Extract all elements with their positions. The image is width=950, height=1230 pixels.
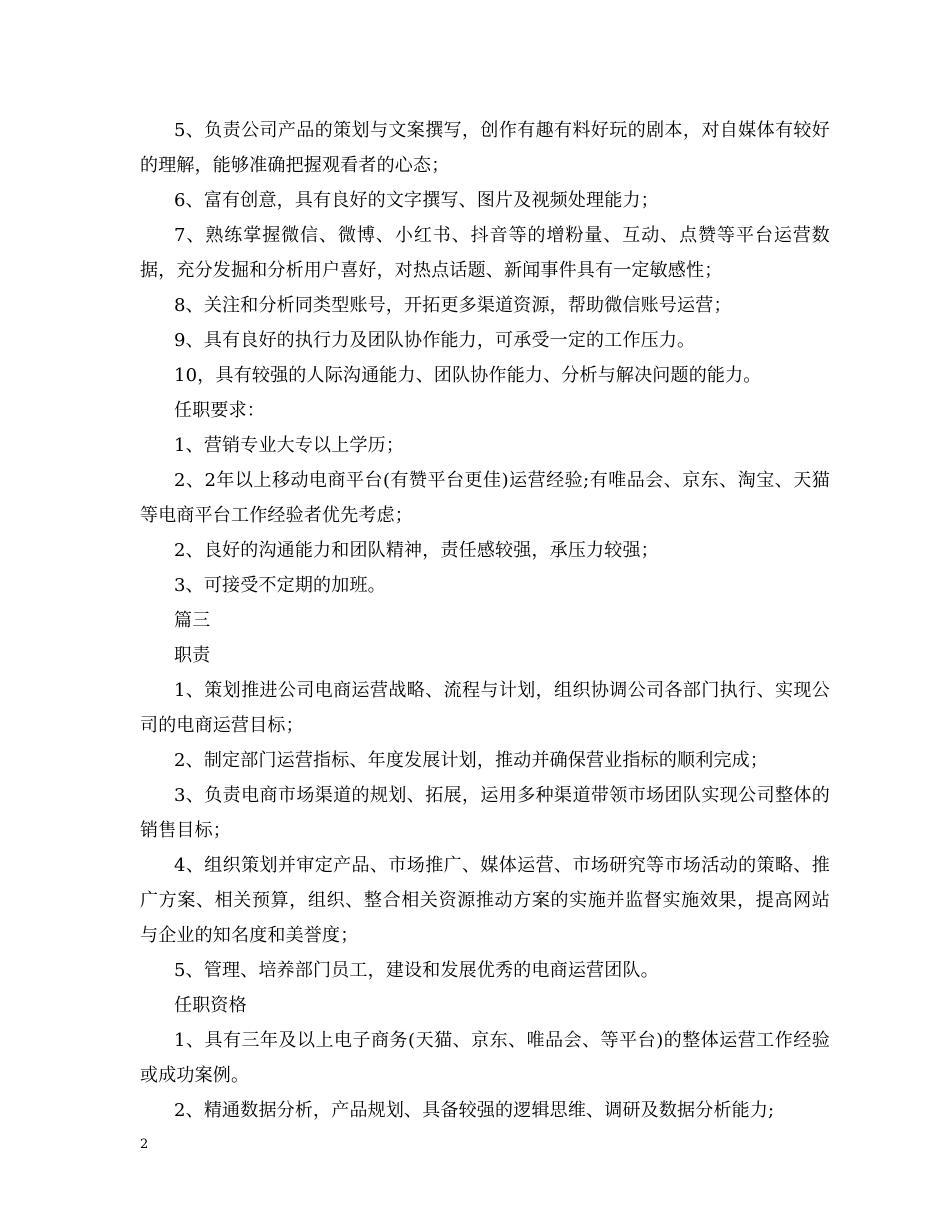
paragraph: 6、富有创意，具有良好的文字撰写、图片及视频处理能力； <box>174 190 659 211</box>
paragraph: 3、负责电商市场渠道的规划、拓展，运用多种渠道带领市场团队实现公司整体的销售目标； <box>140 785 830 841</box>
paragraph: 2、良好的沟通能力和团队精神，责任感较强，承压力较强； <box>174 540 659 561</box>
document-body <box>140 113 830 1128</box>
paragraph: 10，具有较强的人际沟通能力、团队协作能力、分析与解决问题的能力。 <box>174 365 762 386</box>
section-heading-part-three: 篇三 <box>174 610 211 631</box>
paragraph: 4、组织策划并审定产品、市场推广、媒体运营、市场研究等市场活动的策略、推广方案、相关预算，组织、整合相关资源推动方案的实施并监督实施效果，提高网站与企业的知名度和美誉度； <box>140 855 830 946</box>
paragraph: 1、策划推进公司电商运营战略、流程与计划，组织协调公司各部门执行、实现公司的电商运营目标； <box>140 680 830 736</box>
section-heading-requirements: 任职要求： <box>174 400 265 421</box>
paragraph: 8、关注和分析同类型账号，开拓更多渠道资源，帮助微信账号运营； <box>174 295 732 316</box>
paragraph: 7、熟练掌握微信、微博、小红书、抖音等的增粉量、互动、点赞等平台运营数据，充分发掘和分析用户喜好，对热点话题、新闻事件具有一定敏感性； <box>140 225 830 281</box>
paragraph: 1、具有三年及以上电子商务(天猫、京东、唯品会、等平台)的整体运营工作经验或成功案例。 <box>140 1030 830 1086</box>
paragraph: 9、具有良好的执行力及团队协作能力，可承受一定的工作压力。 <box>174 330 696 351</box>
paragraph: 5、负责公司产品的策划与文案撰写，创作有趣有料好玩的剧本，对自媒体有较好的理解，能够准确把握观看者的心态； <box>140 120 830 176</box>
paragraph: 1、营销专业大专以上学历； <box>174 435 405 456</box>
section-heading-qualifications: 任职资格 <box>174 995 247 1016</box>
paragraph: 5、管理、培养部门员工，建设和发展优秀的电商运营团队。 <box>174 960 659 981</box>
paragraph: 2、2年以上移动电商平台(有赞平台更佳)运营经验;有唯品会、京东、淘宝、天猫等电商平台工作经验者优先考虑； <box>140 470 830 526</box>
section-heading-duties: 职责 <box>174 645 211 666</box>
paragraph: 3、可接受不定期的加班。 <box>174 575 386 596</box>
paragraph: 2、制定部门运营指标、年度发展计划，推动并确保营业指标的顺利完成； <box>174 750 769 771</box>
page-number: 2 <box>140 1137 149 1152</box>
paragraph: 2、精通数据分析，产品规划、具备较强的逻辑思维、调研及数据分析能力; <box>174 1100 775 1121</box>
